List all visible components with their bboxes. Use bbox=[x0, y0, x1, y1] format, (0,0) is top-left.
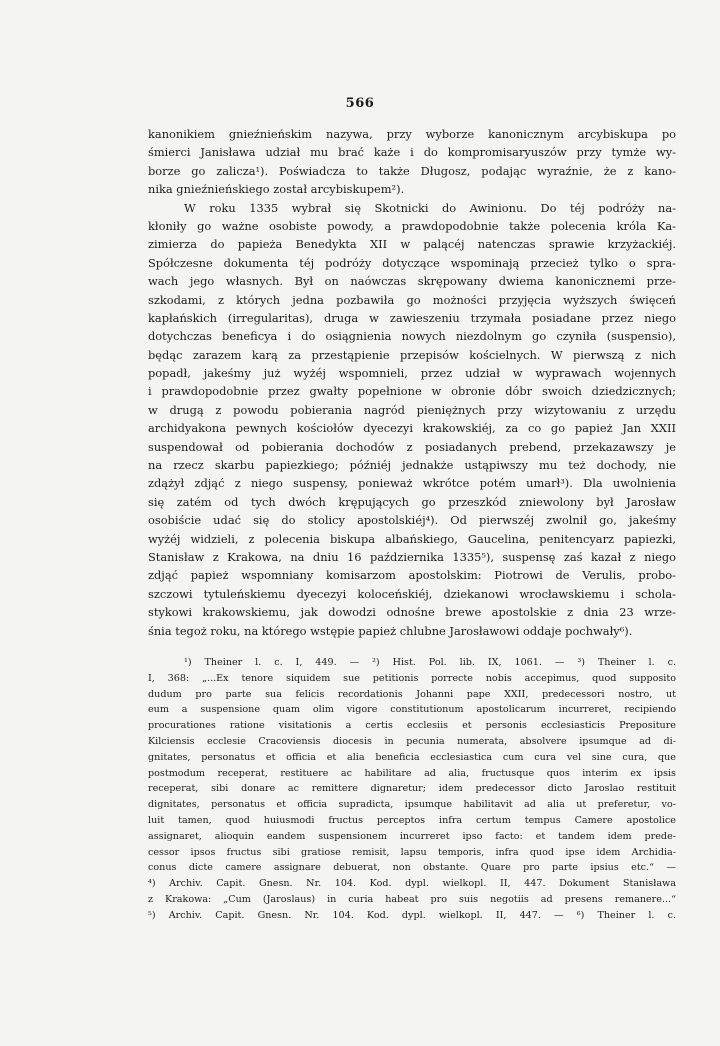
footnote-line: conus dicte camere assignare debuerat, non obstante. Quare pro parte ipsius etc.“ — bbox=[148, 862, 676, 874]
body-line: wach jego własnych. Był on naówczas skrępowany dwiema kanonicznemi prze- bbox=[148, 274, 676, 289]
body-line: szkodami, z których jedna pozbawiła go możności przyjęcia wyższych święceń bbox=[148, 292, 676, 307]
footnote-line: assignaret, alioquin eandem suspensionem incurreret ipso facto: et tandem idem prede- bbox=[148, 830, 676, 842]
body-line: kanonikiem gnieźnieńskim nazywa, przy wyborze kanonicznym arcybiskupa po bbox=[148, 127, 676, 141]
body-line: dotychczas beneficya i do osiągnienia nowych niezdolnym go czyniła (suspensio), bbox=[148, 329, 676, 344]
body-line: się zatém od tych dwóch krępujących go przeszkód zniewolony był Jarosław bbox=[148, 494, 676, 509]
body-line: popadł, jakeśmy już wyżéj wspomnieli, przez udział w wyprawach wojennych bbox=[148, 366, 676, 381]
body-line: Spółczesne dokumenta téj podróży dotyczące wspominają przecież tylko o spra- bbox=[148, 255, 676, 270]
body-line: kapłańskich (irregularitas), druga w zawieszeniu trzymała posiadane przez niego bbox=[148, 310, 676, 325]
footnote-line: Kilciensis ecclesie Cracoviensis diocesis in pecunia numerata, absolvere ipsumque ad di- bbox=[148, 735, 676, 747]
body-line: w drugą z powodu pobierania nagród pieniężnych przy wizytowaniu z urzędu bbox=[148, 402, 676, 417]
body-line: kłoniły go ważne osobiste powody, a prawdopodobnie także polecenia króla Ka- bbox=[148, 218, 676, 233]
footnote-line: ¹) Theiner l. c. I, 449. — ²) Hist. Pol. lib. IX, 1061. — ³) Theiner l. c. bbox=[184, 657, 676, 668]
body-line: śmierci Janisława udział mu brać każe i do kompromisaryuszów przy tymże wy- bbox=[148, 145, 676, 160]
body-line: Stanisław z Krakowa, na dniu 16 października 1335⁵), suspensę zaś kazał z niego bbox=[148, 549, 676, 564]
footnote-line: eum a suspensione quam olim vigore constitutionum apostolicarum incurreret, recipiendo bbox=[148, 704, 676, 716]
footnote-line: postmodum receperat, restituere ac habilitare ad alia, fructusque quos interim ex ipsis bbox=[148, 767, 676, 779]
footnote-line: procurationes ratione visitationis a certis ecclesiis et personis ecclesiasticis Prepositure bbox=[148, 720, 676, 732]
body-line: zimierza do papieża Benedykta XII w palącéj natenczas sprawie krzyżackiéj. bbox=[148, 237, 676, 252]
body-line: stykowi krakowskiemu, jak dowodzi odnośne brewe apostolskie z dnia 23 wrze- bbox=[148, 605, 676, 620]
body-line: archidyakona pewnych kościołów dyecezyi krakowskiéj, za co go papież Jan XXII bbox=[148, 421, 676, 436]
body-line: wyżéj widzieli, z polecenia biskupa albańskiego, Gaucelina, penitencyarz papiezki, bbox=[148, 531, 676, 546]
body-line: i prawdopodobnie przez gwałty popełnione w obronie dóbr swoich dziedzicznych; bbox=[148, 384, 676, 399]
footnote-line: dignitates, personatus et officia supradicta, ipsumque habilitavit ad alia ut preferetur, vo- bbox=[148, 799, 676, 811]
body-line: suspendował od pobierania dochodów z posiadanych prebend, przekazawszy je bbox=[148, 439, 676, 454]
page-number: 566 bbox=[345, 96, 375, 111]
body-line: osobiście udać się do stolicy apostolskiéj⁴). Od pierwszéj zwolnił go, jakeśmy bbox=[148, 513, 676, 528]
body-line: nika gnieźnieńskiego został arcybiskupem²). bbox=[148, 182, 405, 197]
body-line: W roku 1335 wybrał się Skotnicki do Awinionu. Do téj podróży na- bbox=[184, 200, 676, 215]
body-line: borze go zalicza¹). Poświadcza to także Długosz, podając wyraźnie, że z kano- bbox=[148, 163, 676, 178]
body-line: śnia tegoż roku, na którego wstępie papież chlubne Jarosławowi oddaje pochwały⁶). bbox=[148, 623, 633, 638]
body-line: na rzecz skarbu papiezkiego; późniéj jednakże ustąpiwszy mu też dochody, nie bbox=[148, 458, 676, 473]
footnote-line: z Krakowa: „Cum (Jaroslaus) in curia habeat pro suis negotiis ad presens remanere...“ bbox=[148, 893, 676, 905]
footnote-line: receperat, sibi donare ac remittere dignaretur; idem predecessor dicto Jaroslao restituit bbox=[148, 783, 676, 795]
footnote-line: cessor ipsos fructus sibi gratiose remisit, lapsu temporis, infra quod ipse idem Archidia- bbox=[148, 846, 676, 858]
footnote-line: dudum pro parte sua felicis recordationis Johanni pape XXII, predecessori nostro, ut bbox=[148, 688, 676, 700]
footnote-line: ⁵) Archiv. Capit. Gnesn. Nr. 104. Kod. dypl. wielkopl. II, 447. — ⁶) Theiner l. c. bbox=[148, 909, 676, 921]
body-line: będąc zarazem karą za przestąpienie przepisów kościelnych. W pierwszą z nich bbox=[148, 347, 676, 362]
footnote-line: ⁴) Archiv. Capit. Gnesn. Nr. 104. Kod. dypl. wielkopl. II, 447. Dokument Stanisława bbox=[148, 878, 676, 890]
body-text bbox=[148, 125, 676, 640]
footnote-line: gnitates, personatus et officia et alia beneficia ecclesiastica cum cura vel sine cura, que bbox=[148, 751, 676, 763]
footnote-line: luit tamen, quod huiusmodi fructus perceptos infra certum tempus Camere apostolice bbox=[148, 814, 676, 826]
footnotes bbox=[148, 655, 676, 924]
body-line: zdjąć papież wspomniany komisarzom apostolskim: Piotrowi de Verulis, probo- bbox=[148, 568, 676, 583]
body-line: zdążył zdjąć z niego suspensy, ponieważ wkrótce potém umarł³). Dla uwolnienia bbox=[148, 476, 676, 491]
footnote-line: I, 368: „...Ex tenore siquidem sue petitionis porrecte nobis accepimus, quod supposito bbox=[148, 672, 676, 684]
body-line: szczowi tytuleńskiemu dyecezyi koloceńskiéj, dziekanowi wrocławskiemu i schola- bbox=[148, 586, 676, 601]
